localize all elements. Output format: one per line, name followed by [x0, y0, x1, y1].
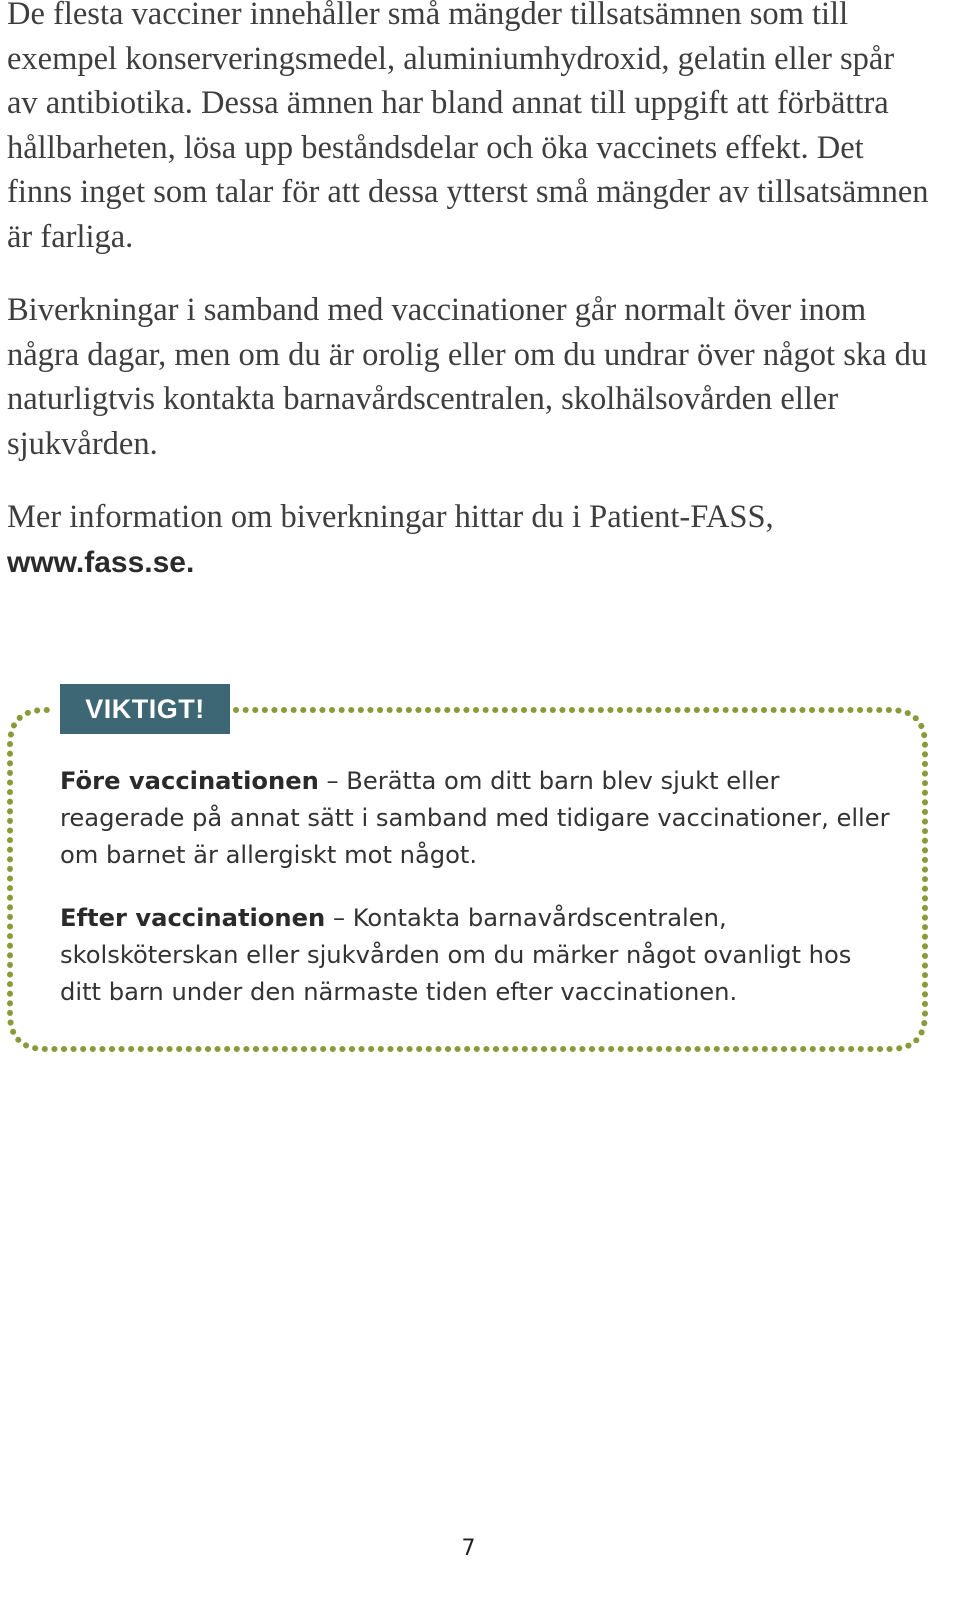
- before-vaccination-note: [60, 763, 900, 874]
- important-tag: VIKTIGT!: [60, 684, 230, 734]
- page-number: 7: [461, 1536, 476, 1561]
- paragraph-additives: De flesta vacciner innehåller små mängder tillsatsämnen som till exempel konserveringsmedel, aluminiumhydroxid, gelatin eller spår av antibiotika. Dessa ämnen har bland annat till uppgift att förbättra hållbarheten, lösa upp beståndsdelar och öka vaccinets effekt. Det finns inget som talar för att dessa ytterst små mängder av tillsatsämnen är farliga.: [7, 0, 929, 255]
- after-vaccination-note: [60, 900, 900, 1011]
- before-vaccination-text: – Berätta om ditt barn blev sjukt eller reagerade på annat sätt i samband med tidigare vaccinationer, eller om barnet är allergiskt mot något.: [60, 767, 890, 869]
- after-vaccination-text: – Kontakta barnavårdscentralen, skolsköterskan eller sjukvården om du märker något ovanligt hos ditt barn under den närmaste tiden efter vaccinationen.: [60, 904, 852, 1006]
- more-info-text: Mer information om biverkningar hittar du i Patient-FASS,: [7, 499, 774, 535]
- paragraph-more-info: [7, 495, 932, 585]
- fass-link[interactable]: www.fass.se.: [7, 545, 195, 579]
- after-vaccination-heading: Efter vaccinationen: [60, 904, 326, 932]
- paragraph-side-effects: Biverkningar i samband med vaccinationer går normalt över inom några dagar, men om du är orolig eller om du undrar över något ska du naturligtvis kontakta barnavårdscentralen, skolhälsovården eller sjukvården.: [7, 292, 928, 462]
- before-vaccination-heading: Före vaccinationen: [60, 767, 319, 795]
